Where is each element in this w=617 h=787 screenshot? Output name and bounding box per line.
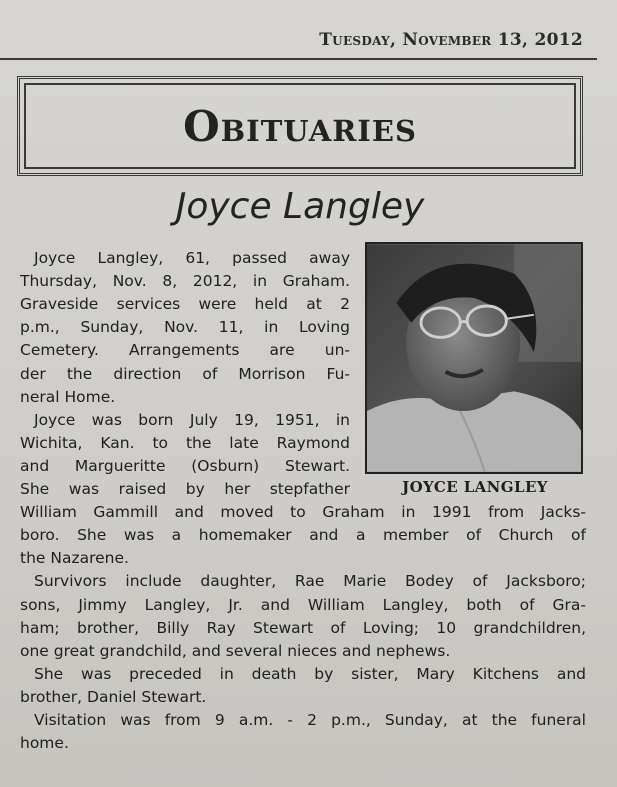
obituary-name: Joyce Langley (175, 186, 425, 227)
obituary-line: Visitation was from 9 a.m. - 2 p.m., Sunday, at the funeral (34, 711, 586, 729)
obituary-line: the Nazarene. (20, 549, 129, 568)
section-title: Obituaries (183, 101, 417, 151)
obituary-line: Survivors include daughter, Rae Marie Bodey of Jacksboro; (34, 572, 586, 591)
obituary-line: and Margueritte (Osburn) Stewart. (20, 456, 350, 475)
portrait-photo (365, 242, 583, 474)
obituary-line: neral Home. (20, 387, 116, 406)
portrait-photo-image (367, 244, 581, 472)
obituary-line: home. (20, 734, 69, 753)
obituary-line: Cemetery. Arrangements are un- (20, 341, 350, 360)
obituary-line: William Gammill and moved to Graham in 1991 from Jacks- (20, 503, 586, 522)
obituary-line: sons, Jimmy Langley, Jr. and William Langley, both of Gra- (20, 595, 586, 614)
obituary-line: She was preceded in death by sister, Mary Kitchens and (34, 664, 586, 683)
section-banner (17, 76, 583, 176)
obituary-line: brother, Daniel Stewart. (20, 687, 207, 706)
obituary-line: p.m., Sunday, Nov. 11, in Loving (20, 318, 350, 337)
obituary-line: Joyce was born July 19, 1951, in (34, 410, 350, 429)
obituary-line: Thursday, Nov. 8, 2012, in Graham. (20, 272, 350, 291)
dateline: Tuesday, November 13, 2012 (319, 30, 583, 50)
obituary-line: Joyce Langley, 61, passed away (34, 249, 350, 267)
header-rule (0, 58, 597, 60)
obituary-line: She was raised by her stepfather (20, 480, 350, 498)
obituary-line: ham; brother, Billy Ray Stewart of Loving; 10 grandchildren, (20, 618, 586, 637)
obituary-line: one great grandchild, and several nieces and nephews. (20, 641, 451, 660)
obituary-line: Wichita, Kan. to the late Raymond (20, 433, 350, 452)
section-banner-inner (24, 83, 576, 169)
obituary-line: Graveside services were held at 2 (20, 295, 350, 314)
obituary-line: boro. She was a homemaker and a member of Church of (20, 526, 586, 545)
obituary-line: der the direction of Morrison Fu- (20, 364, 350, 383)
photo-caption: JOYCE LANGLEY (402, 478, 548, 496)
